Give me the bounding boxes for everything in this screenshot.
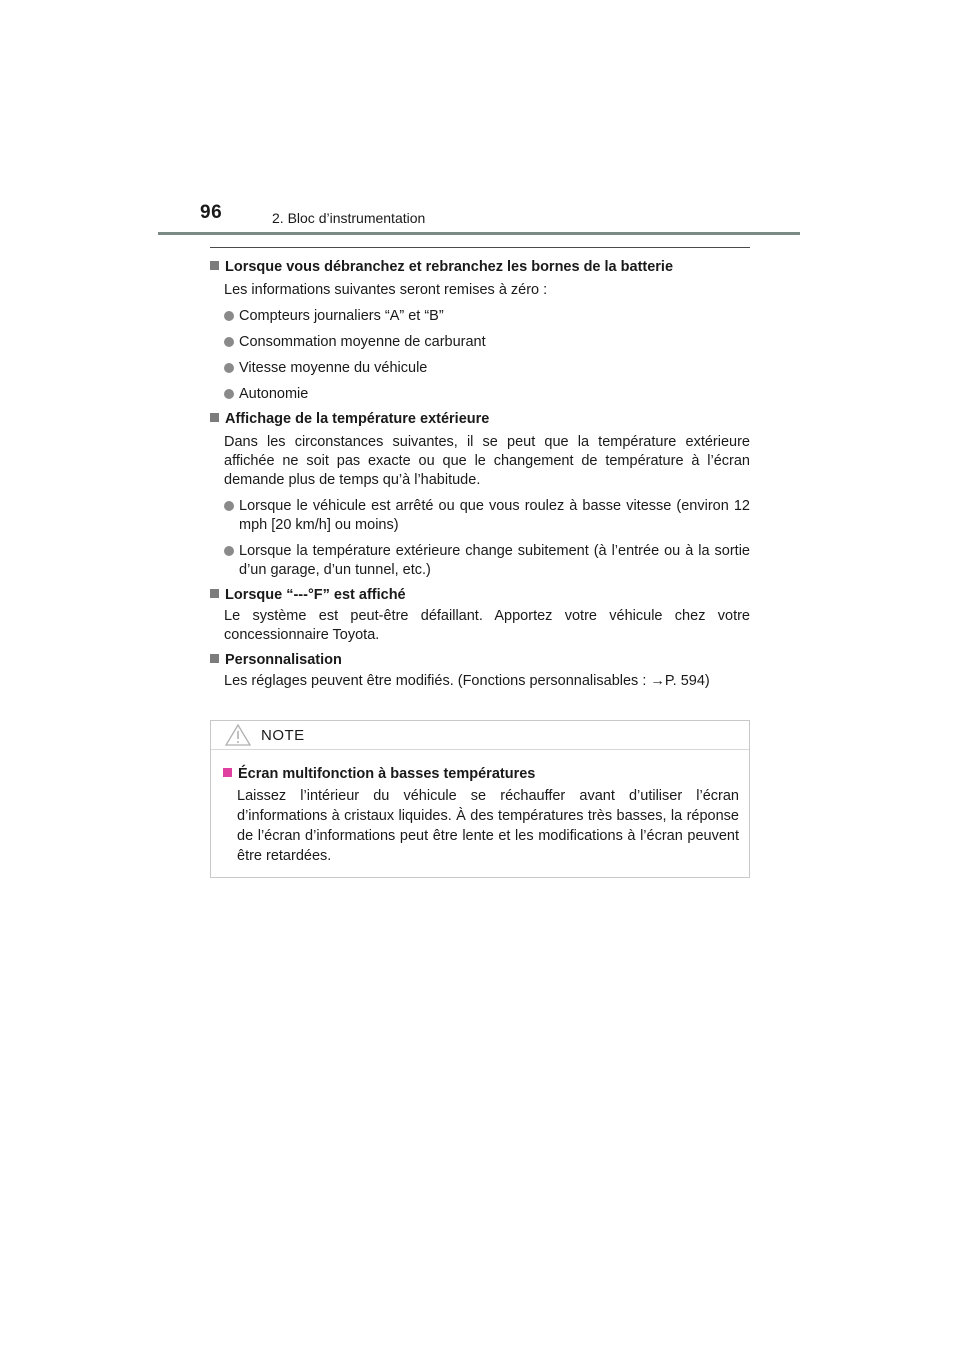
list-item-text: Lorsque la température extérieure change subitement (à l’entrée ou à la sortie d’un garage, d’un tunnel, etc.) xyxy=(239,543,750,578)
list-item xyxy=(210,385,750,404)
list-item-text: Consommation moyenne de carburant xyxy=(239,334,486,350)
content-rule xyxy=(210,247,750,248)
section-text: Les informations suivantes seront remises à zéro : xyxy=(224,282,548,298)
round-bullet-icon xyxy=(224,311,234,321)
note-text: Laissez l’intérieur du véhicule se réchauffer avant d’utiliser l’écran d’informations à cristaux liquides. À des températures très basses, la réponse de l’écran d’informations peut être lente et les modifications à l’écran peuvent être retardées. xyxy=(237,788,739,864)
content xyxy=(210,258,750,697)
round-bullet-icon xyxy=(224,363,234,373)
section-text: Les réglages peuvent être modifiés. (Fonctions personnalisables : →P. 594) xyxy=(224,673,710,689)
chapter-title: 2. Bloc d’instrumentation xyxy=(272,210,426,226)
section-customization xyxy=(210,651,750,691)
section-text: Le système est peut-être défaillant. Apportez votre véhicule chez votre concessionnaire Toyota. xyxy=(224,608,750,643)
page-number: 96 xyxy=(200,202,223,223)
warning-triangle-icon xyxy=(225,724,251,746)
section-title: Lorsque vous débranchez et rebranchez les bornes de la batterie xyxy=(225,259,674,275)
square-bullet-icon xyxy=(210,261,219,270)
square-bullet-icon xyxy=(210,654,219,663)
section-title: Personnalisation xyxy=(225,652,342,668)
section-temperature xyxy=(210,410,750,580)
list-item-text: Lorsque le véhicule est arrêté ou que vous roulez à basse vitesse (environ 12 mph [20 km/h] ou moins) xyxy=(239,498,750,533)
list-item xyxy=(210,497,750,535)
section-title: Lorsque “---°F” est affiché xyxy=(225,587,406,603)
list-item-text: Autonomie xyxy=(239,386,309,402)
list-item xyxy=(210,542,750,580)
round-bullet-icon xyxy=(224,389,234,399)
list-item xyxy=(210,359,750,378)
note-header xyxy=(211,721,749,750)
round-bullet-icon xyxy=(224,337,234,347)
round-bullet-icon xyxy=(224,501,234,511)
list-item-text: Compteurs journaliers “A” et “B” xyxy=(239,308,444,324)
note-body xyxy=(211,750,749,866)
note-box xyxy=(210,720,750,878)
section-title: Affichage de la température extérieure xyxy=(225,411,490,427)
section-battery xyxy=(210,258,750,404)
round-bullet-icon xyxy=(224,546,234,556)
square-bullet-icon xyxy=(223,768,232,777)
square-bullet-icon xyxy=(210,589,219,598)
note-title: Écran multifonction à basses températures xyxy=(238,766,536,782)
header-rule xyxy=(158,232,800,235)
note-label: NOTE xyxy=(261,726,305,744)
list-item xyxy=(210,307,750,326)
section-fault xyxy=(210,586,750,645)
square-bullet-icon xyxy=(210,413,219,422)
list-item-text: Vitesse moyenne du véhicule xyxy=(239,360,428,376)
section-text: Dans les circonstances suivantes, il se peut que la température extérieure affichée ne soit pas exacte ou que le changement de température à l’écran demande plus de temps qu’à l’habitude. xyxy=(224,434,750,488)
list-item xyxy=(210,333,750,352)
